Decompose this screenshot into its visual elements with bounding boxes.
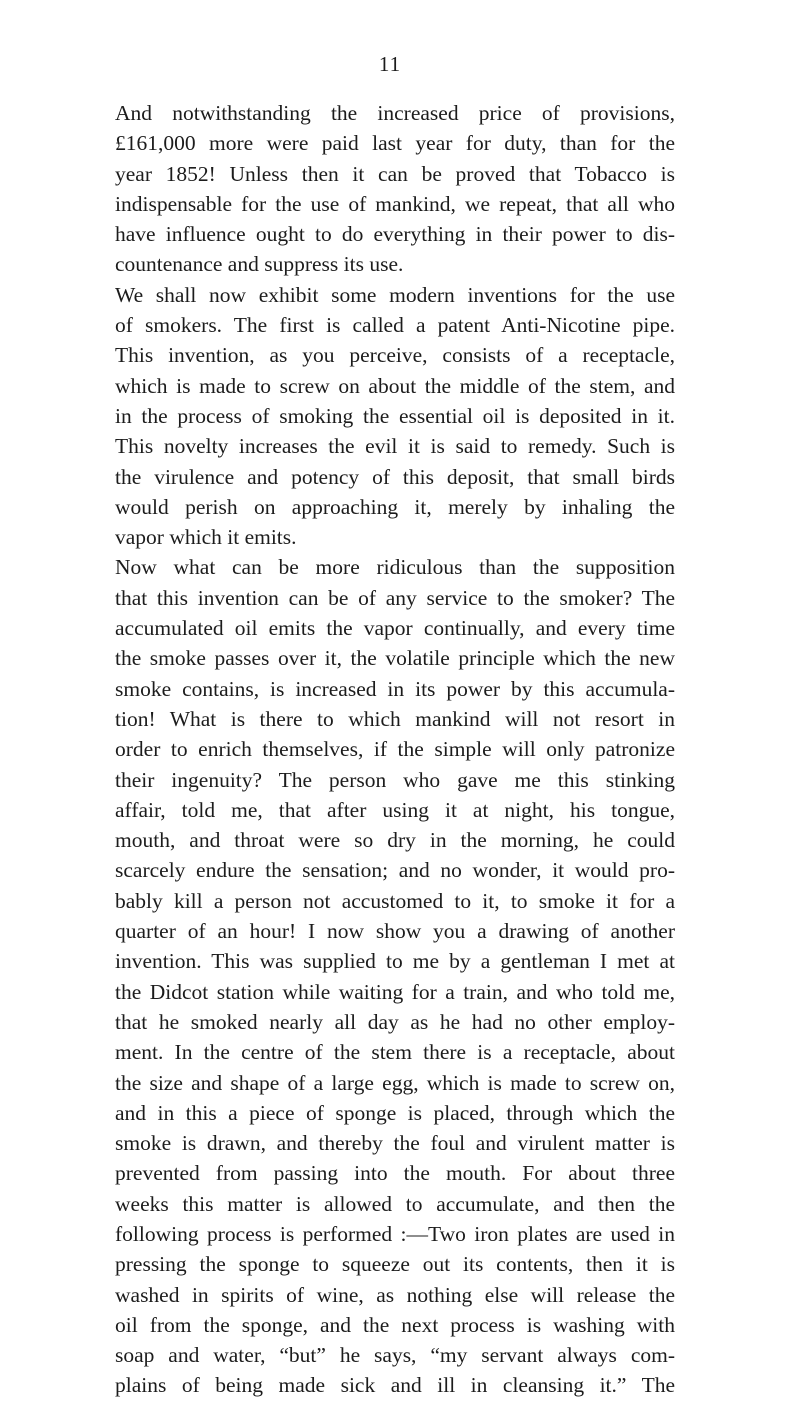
text-line: bably kill a person not accustomed to it, to smoke it for a xyxy=(115,888,675,913)
text-line: scarcely endure the sensation; and no wonder, it would pro- xyxy=(115,858,675,883)
text-line: year 1852! Unless then it can be proved that Tobacco is xyxy=(115,161,675,186)
text-line: invention. This was supplied to me by a gentleman I met at xyxy=(115,949,675,974)
text-line: of smokers. The first is called a patent Anti-Nicotine pipe. xyxy=(115,313,675,338)
text-line: prevented from passing into the mouth. For about three xyxy=(115,1161,675,1186)
text-line: weeks this matter is allowed to accumulate, and then the xyxy=(115,1191,675,1216)
text-line: tion! What is there to which mankind will not resort in xyxy=(115,706,675,731)
text-line: pressing the sponge to squeeze out its contents, then it is xyxy=(115,1252,675,1277)
text-line: the Didcot station while waiting for a train, and who told me, xyxy=(115,979,675,1004)
text-line: mouth, and throat were so dry in the morning, he could xyxy=(115,828,675,853)
text-line: countenance and suppress its use. xyxy=(115,252,404,277)
text-line: their ingenuity? The person who gave me this stinking xyxy=(115,767,675,792)
page-number: 11 xyxy=(378,52,402,76)
text-line: This invention, as you perceive, consists of a receptacle, xyxy=(115,343,675,368)
text-line: We shall now exhibit some modern inventions for the use xyxy=(115,282,675,307)
text-line: ment. In the centre of the stem there is a receptacle, about xyxy=(115,1040,675,1065)
text-line: plains of being made sick and ill in cleansing it.” The xyxy=(115,1373,675,1398)
text-line: smoke contains, is increased in its power by this accumula- xyxy=(115,676,675,701)
text-line: Now what can be more ridiculous than the supposition xyxy=(115,555,675,580)
text-line: the smoke passes over it, the volatile principle which the new xyxy=(115,646,675,671)
text-line: This novelty increases the evil it is said to remedy. Such is xyxy=(115,434,675,459)
text-line: accumulated oil emits the vapor continually, and every time xyxy=(115,616,675,641)
text-line: smoke is drawn, and thereby the foul and virulent matter is xyxy=(115,1131,675,1156)
text-line: and in this a piece of sponge is placed, through which the xyxy=(115,1100,675,1125)
text-line: would perish on approaching it, merely by inhaling the xyxy=(115,494,675,519)
text-line: the virulence and potency of this deposit, that small birds xyxy=(115,464,675,489)
text-line: £161,000 more were paid last year for duty, than for the xyxy=(115,131,675,156)
text-line: washed in spirits of wine, as nothing else will release the xyxy=(115,1282,675,1307)
text-line: And notwithstanding the increased price of provisions, xyxy=(115,101,675,125)
text-line: affair, told me, that after using it at night, his tongue, xyxy=(115,797,675,822)
text-line: that this invention can be of any service to the smoker? The xyxy=(115,585,675,610)
text-line: which is made to screw on about the middle of the stem, and xyxy=(115,373,675,398)
text-line: indispensable for the use of mankind, we repeat, that all who xyxy=(115,191,675,216)
text-line: the size and shape of a large egg, which is made to screw on, xyxy=(115,1070,675,1095)
body-text xyxy=(115,98,675,1401)
text-line: have influence ought to do everything in their power to dis- xyxy=(115,222,675,247)
text-line: soap and water, “but” he says, “my servant always com- xyxy=(115,1343,675,1368)
text-line: that he smoked nearly all day as he had no other employ- xyxy=(115,1009,675,1034)
text-line: quarter of an hour! I now show you a drawing of another xyxy=(115,919,675,944)
text-line: oil from the sponge, and the next process is washing with xyxy=(115,1312,675,1337)
text-line: order to enrich themselves, if the simple will only patronize xyxy=(115,737,675,762)
text-line: following process is performed :—Two iron plates are used in xyxy=(115,1221,675,1246)
text-line: in the process of smoking the essential oil is deposited in it. xyxy=(115,403,675,428)
text-line: vapor which it emits. xyxy=(115,525,297,550)
